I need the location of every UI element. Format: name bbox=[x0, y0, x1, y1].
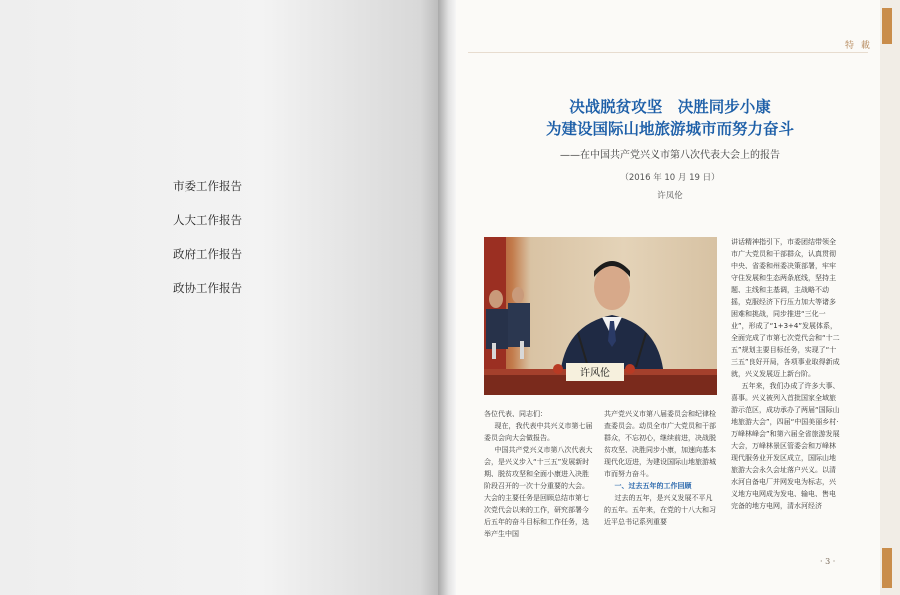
speaker-nameplate: 许风伦 bbox=[580, 368, 610, 379]
speaker-photo bbox=[484, 237, 717, 395]
page-number: · 3 · bbox=[820, 557, 836, 566]
article-subtitle: ——在中国共产党兴义市第八次代表大会上的报告 bbox=[560, 150, 780, 161]
article-column-1 bbox=[484, 408, 594, 540]
article-column-3 bbox=[731, 236, 841, 512]
article-author: 许凤伦 bbox=[657, 191, 683, 201]
article-greeting: 各位代表、同志们： bbox=[484, 410, 547, 418]
section-tab-top bbox=[882, 8, 892, 44]
article-paragraph: 过去的五年，是兴义发展不平凡的五年。五年来，在党的十八大和习近平总书记系列重要 bbox=[604, 494, 716, 526]
article-paragraph: 现在，我代表中共兴义市第七届委员会向大会做报告。 bbox=[484, 422, 593, 442]
article-date: （2016 年 10 月 19 日） bbox=[620, 173, 720, 183]
speaker-photo-illustration bbox=[484, 237, 717, 395]
article-title-line-1: 决战脱贫攻坚 决胜同步小康 bbox=[569, 97, 771, 116]
section-header: 特 載 bbox=[845, 41, 872, 51]
article-paragraph: 共产党兴义市第八届委员会和纪律检查委员会。动员全市广大党员和干部群众，不忘初心，继续前进，决战脱贫攻坚、决胜同步小康，加速向基本现代化迈进，为建设国际山地旅游城市而努力奋斗。 bbox=[604, 410, 716, 478]
article-paragraph: 五年来，我们办成了许多大事、喜事。兴义被列入首批国家全域旅游示范区，成功承办了两届“国际山地旅游大会”，四届“中国美丽乡村·万峰林峰会”和第六届全省旅游发展大会，万峰林景区管委会和万峰林现代服务业开发区成立，国际山地旅游大会永久会址落户兴义。以清水河自备电厂并网发电为标志，兴义地方电网成为发电、输电、售电完备的地方电网，清水河经济 bbox=[731, 382, 840, 510]
article-paragraph: 讲话精神指引下，市委团结带领全市广大党员和干部群众，认真贯彻中央、省委和州委决策部署，牢牢守住发展和生态两条底线，坚持主题、主线和主基调，主战略不动摇，克服经济下行压力加大等诸多困难和挑战，同步推进“三化一业”，形成了“1+3+4”发展体系，全面完成了市第七次党代会和“十二五”规划主要目标任务，实现了“十三五”良好开局，各项事业取得新成就，兴义发展迈上新台阶。 bbox=[731, 238, 840, 378]
header-divider bbox=[468, 52, 868, 53]
page-edge-strip bbox=[880, 0, 900, 595]
section-tab-bottom bbox=[882, 548, 892, 588]
menu-item-peoples-congress-report[interactable]: 人大工作报告 bbox=[173, 213, 242, 227]
article-title-line-2: 为建设国际山地旅游城市而努力奋斗 bbox=[545, 119, 794, 138]
section-heading: 一、过去五年的工作回顾 bbox=[614, 482, 692, 490]
article-column-2 bbox=[604, 408, 716, 528]
menu-item-party-committee-report[interactable]: 市委工作报告 bbox=[173, 179, 242, 193]
book-gutter bbox=[438, 0, 456, 595]
article-title-block bbox=[470, 96, 870, 201]
report-menu bbox=[173, 178, 242, 314]
menu-item-government-report[interactable]: 政府工作报告 bbox=[173, 247, 242, 261]
article-paragraph: 中国共产党兴义市第八次代表大会，是兴义步入“十三五”发展新时期、脱贫攻坚和全面小康进入决胜阶段召开的一次十分重要的大会。大会的主要任务是回顾总结市第七次党代会以来的工作，研究部署今后五年的奋斗目标和工作任务，选举产生中国 bbox=[484, 446, 593, 538]
menu-item-cppcc-report[interactable]: 政协工作报告 bbox=[173, 281, 242, 295]
